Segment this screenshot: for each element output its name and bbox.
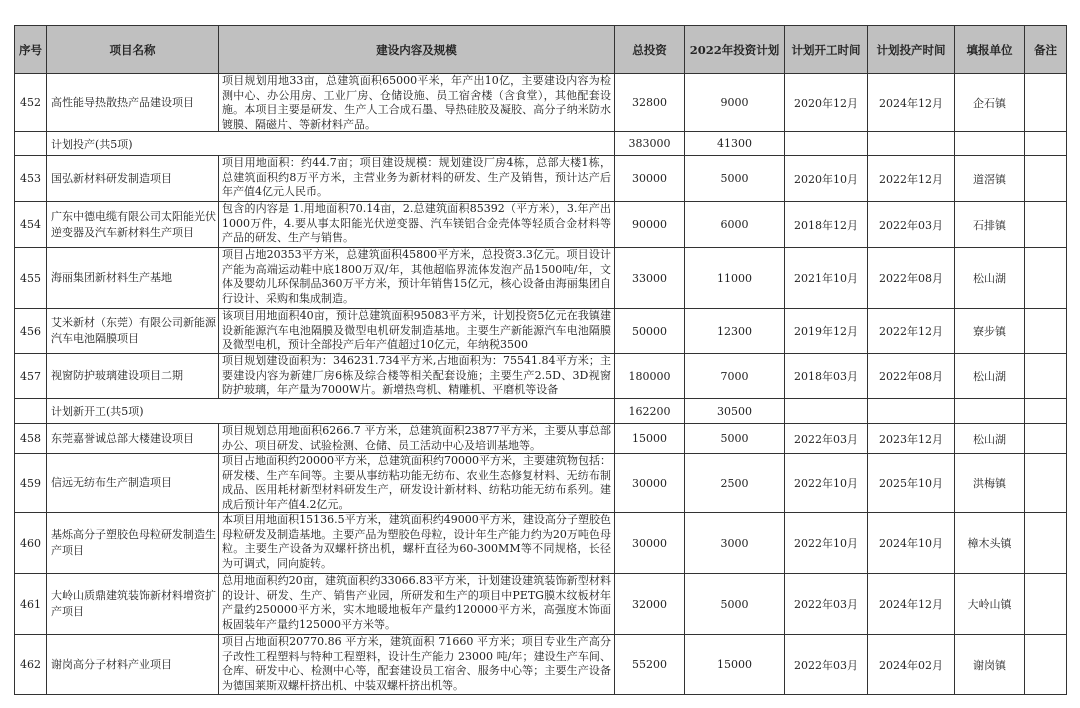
remarks [1025, 574, 1067, 635]
index-cell: 459 [15, 454, 47, 513]
content-text: 本项目用地面积15136.5平方米，建筑面积约49000平方米，建设高分子塑胶色母粒研发及制造基地。主要产品为塑胶色母粒，设计年生产能力约为20万吨色母粒。主要生产设备为双螺杆挤出机，螺杆直径为60-300MM等不同规格，长径为可调式，同向旋转。 [222, 513, 611, 570]
content-text: 项目占地面积20770.86 平方米，建筑面积 71660 平方米；项目专业生产高分子改性工程塑料与特种工程塑料，设计生产能力 23000 吨/年；建设生产车间、仓库、研发中心、检测中心等，配套建设员工宿舍、服务中心等；主要生产设备为德国莱斯双螺杆挤出机、中装双螺杆挤出机等。 [222, 635, 611, 692]
reporting-unit: 樟木头镇 [955, 513, 1025, 574]
plan-2022: 6000 [685, 202, 785, 248]
production-time: 2025年10月 [868, 454, 955, 513]
header-index: 序号 [15, 26, 47, 74]
production-time: 2022年08月 [868, 354, 955, 399]
start-time: 2022年10月 [785, 454, 868, 513]
content-cell [219, 74, 615, 132]
index-cell [15, 399, 47, 424]
reporting-unit [955, 399, 1025, 424]
production-time [868, 399, 955, 424]
project-table [14, 25, 1067, 695]
project-name: 视窗防护玻璃建设项目二期 [47, 354, 219, 399]
table-row [15, 574, 1067, 635]
index-cell: 461 [15, 574, 47, 635]
plan-2022: 11000 [685, 248, 785, 309]
remarks [1025, 309, 1067, 354]
project-name: 信远无纺布生产制造项目 [47, 454, 219, 513]
project-name: 海丽集团新材料生产基地 [47, 248, 219, 309]
remarks [1025, 202, 1067, 248]
subtotal-label: 计划投产(共5项) [47, 132, 615, 156]
header-row [15, 26, 1067, 74]
subtotal-row [15, 399, 1067, 424]
reporting-unit: 松山湖 [955, 354, 1025, 399]
start-time: 2022年03月 [785, 635, 868, 695]
remarks [1025, 424, 1067, 454]
plan-2022: 3000 [685, 513, 785, 574]
total-investment: 55200 [615, 635, 685, 695]
content-text: 项目用地面积：约44.7亩；项目建设规模：规划建设厂房4栋，总部大楼1栋，总建筑面积约8万平方米，主营业务为新材料的研发、生产及销售，预计达产后年产值4亿元人民币。 [222, 156, 611, 199]
project-name: 广东中德电缆有限公司太阳能光伏逆变器及汽车新材料生产项目 [47, 202, 219, 248]
total-investment: 162200 [615, 399, 685, 424]
header-content: 建设内容及规模 [219, 26, 615, 74]
content-cell [219, 513, 615, 574]
remarks [1025, 513, 1067, 574]
start-time: 2019年12月 [785, 309, 868, 354]
production-time: 2022年03月 [868, 202, 955, 248]
reporting-unit: 谢岗镇 [955, 635, 1025, 695]
reporting-unit: 道滘镇 [955, 156, 1025, 202]
project-name: 基烁高分子塑胶色母粒研发制造生产项目 [47, 513, 219, 574]
remarks [1025, 635, 1067, 695]
production-time: 2022年08月 [868, 248, 955, 309]
plan-2022: 5000 [685, 424, 785, 454]
project-name: 东莞嘉誉诚总部大楼建设项目 [47, 424, 219, 454]
index-cell: 454 [15, 202, 47, 248]
header-total-investment: 总投资 [615, 26, 685, 74]
reporting-unit: 松山湖 [955, 424, 1025, 454]
header-reporting-unit: 填报单位 [955, 26, 1025, 74]
start-time: 2020年10月 [785, 156, 868, 202]
production-time: 2024年12月 [868, 574, 955, 635]
index-cell: 460 [15, 513, 47, 574]
project-name: 高性能导热散热产品建设项目 [47, 74, 219, 132]
content-text: 项目占地20353平方米，总建筑面积45800平方米，总投资3.3亿元。项目设计产能为高端运动鞋中底1800万双/年，其他超临界流体发泡产品1500吨/年，文体及婴幼儿环保制品360万平方米，预计年销售15亿元，核心设备由海丽集团自行设计、采购和集成制造。 [222, 248, 611, 305]
content-cell [219, 454, 615, 513]
project-name: 大岭山质鼎建筑装饰新材料增资扩产项目 [47, 574, 219, 635]
start-time: 2021年10月 [785, 248, 868, 309]
plan-2022: 9000 [685, 74, 785, 132]
project-name: 艾米新材（东莞）有限公司新能源汽车电池隔膜项目 [47, 309, 219, 354]
content-cell [219, 635, 615, 695]
reporting-unit: 石排镇 [955, 202, 1025, 248]
plan-2022: 2500 [685, 454, 785, 513]
total-investment: 30000 [615, 156, 685, 202]
production-time: 2024年02月 [868, 635, 955, 695]
total-investment: 30000 [615, 454, 685, 513]
index-cell: 455 [15, 248, 47, 309]
content-text: 项目规划建设面积为：346231.734平方米,占地面积为：75541.84平方米；主要建设内容为新建厂房6栋及综合楼等相关配套设施；主要生产2.5D、3D视窗防护玻璃，年产量为7000W片。新增热弯机、精雕机、平磨机等设备 [222, 354, 611, 397]
subtotal-row [15, 132, 1067, 156]
index-cell [15, 132, 47, 156]
production-time: 2022年12月 [868, 309, 955, 354]
remarks [1025, 132, 1067, 156]
total-investment: 32000 [615, 574, 685, 635]
header-remarks: 备注 [1025, 26, 1067, 74]
index-cell: 458 [15, 424, 47, 454]
total-investment: 50000 [615, 309, 685, 354]
total-investment: 90000 [615, 202, 685, 248]
table-row [15, 156, 1067, 202]
table-row [15, 513, 1067, 574]
plan-2022: 5000 [685, 574, 785, 635]
project-name: 谢岗高分子材料产业项目 [47, 635, 219, 695]
reporting-unit: 企石镇 [955, 74, 1025, 132]
table-row [15, 424, 1067, 454]
start-time: 2022年10月 [785, 513, 868, 574]
reporting-unit [955, 132, 1025, 156]
start-time: 2022年03月 [785, 424, 868, 454]
remarks [1025, 399, 1067, 424]
remarks [1025, 248, 1067, 309]
index-cell: 456 [15, 309, 47, 354]
content-text: 该项目用地面积40亩，预计总建筑面积95083平方米，计划投资5亿元在我镇建设新能源汽车电池隔膜及微型电机研发制造基地。主要生产新能源汽车电池隔膜及微型电机，预计全部投产后年产值超过10亿元，年纳税3500 [222, 309, 611, 352]
reporting-unit: 寮步镇 [955, 309, 1025, 354]
plan-2022: 7000 [685, 354, 785, 399]
production-time: 2024年10月 [868, 513, 955, 574]
production-time: 2023年12月 [868, 424, 955, 454]
remarks [1025, 354, 1067, 399]
subtotal-label: 计划新开工(共5项) [47, 399, 615, 424]
table-row [15, 354, 1067, 399]
content-text: 总用地面积约20亩，建筑面积约33066.83平方米，计划建设建筑装饰新型材料的设计、研发、生产、销售产业园，所研发和生产的项目中PETG膜木纹板材年产量约250000平方米，实木地暖地板年产量约120000平方米，高强度木饰面板固装年产量约125000平方米等。 [222, 574, 611, 631]
total-investment: 383000 [615, 132, 685, 156]
content-cell [219, 202, 615, 248]
content-text: 项目规划用地33亩，总建筑面积65000平米，年产出10亿，主要建设内容为检测中心、办公用房、工业厂房、仓储设施、员工宿舍楼（含食堂），其他配套设施。本项目主要是研发、生产人工合成石墨、导热硅胶及凝胶、高分子纳米防水镀膜、隔磁片、等新材料产品。 [222, 74, 611, 131]
reporting-unit: 松山湖 [955, 248, 1025, 309]
table-row [15, 202, 1067, 248]
index-cell: 462 [15, 635, 47, 695]
header-2022-plan: 2022年投资计划 [685, 26, 785, 74]
total-investment: 15000 [615, 424, 685, 454]
content-text: 项目规划总用地面积6266.7 平方米，总建筑面积23877平方米，主要从事总部办公、项目研发、试验检测、仓储、员工活动中心及培训基地等。 [222, 424, 611, 452]
plan-2022: 15000 [685, 635, 785, 695]
content-cell [219, 156, 615, 202]
table-row [15, 74, 1067, 132]
remarks [1025, 74, 1067, 132]
start-time [785, 132, 868, 156]
content-cell [219, 309, 615, 354]
index-cell: 457 [15, 354, 47, 399]
header-production-time: 计划投产时间 [868, 26, 955, 74]
index-cell: 453 [15, 156, 47, 202]
plan-2022: 5000 [685, 156, 785, 202]
table-row [15, 248, 1067, 309]
plan-2022: 41300 [685, 132, 785, 156]
production-time: 2024年12月 [868, 74, 955, 132]
reporting-unit: 大岭山镇 [955, 574, 1025, 635]
start-time [785, 399, 868, 424]
table-row [15, 309, 1067, 354]
start-time: 2018年12月 [785, 202, 868, 248]
total-investment: 32800 [615, 74, 685, 132]
header-project-name: 项目名称 [47, 26, 219, 74]
table-body [15, 74, 1067, 695]
content-cell [219, 424, 615, 454]
index-cell: 452 [15, 74, 47, 132]
table-row [15, 635, 1067, 695]
production-time: 2022年12月 [868, 156, 955, 202]
content-cell [219, 574, 615, 635]
reporting-unit: 洪梅镇 [955, 454, 1025, 513]
content-text: 包含的内容是 1.用地面积70.14亩，2.总建筑面积85392（平方米），3.年产出1000万件，4.要从事太阳能光伏逆变器、汽车镁铝合金壳体等轻质合金材料等产品的研发、生产与销售。 [222, 202, 611, 245]
total-investment: 33000 [615, 248, 685, 309]
content-cell [219, 354, 615, 399]
project-name: 国弘新材料研发制造项目 [47, 156, 219, 202]
start-time: 2022年03月 [785, 574, 868, 635]
total-investment: 30000 [615, 513, 685, 574]
remarks [1025, 156, 1067, 202]
plan-2022: 12300 [685, 309, 785, 354]
table-row [15, 454, 1067, 513]
plan-2022: 30500 [685, 399, 785, 424]
content-cell [219, 248, 615, 309]
start-time: 2020年12月 [785, 74, 868, 132]
header-start-time: 计划开工时间 [785, 26, 868, 74]
start-time: 2018年03月 [785, 354, 868, 399]
remarks [1025, 454, 1067, 513]
content-text: 项目占地面积约20000平方米，总建筑面积约70000平方米，主要建筑物包括：研发楼、生产车间等。主要从事纺粘功能无纺布、农业生态修复材料、无纺布制成品、医用耗材新型材料研发生产，研发设计新材料、纺粘功能无纺布系列。建成后预计年产值4.2亿元。 [222, 454, 611, 511]
total-investment: 180000 [615, 354, 685, 399]
production-time [868, 132, 955, 156]
